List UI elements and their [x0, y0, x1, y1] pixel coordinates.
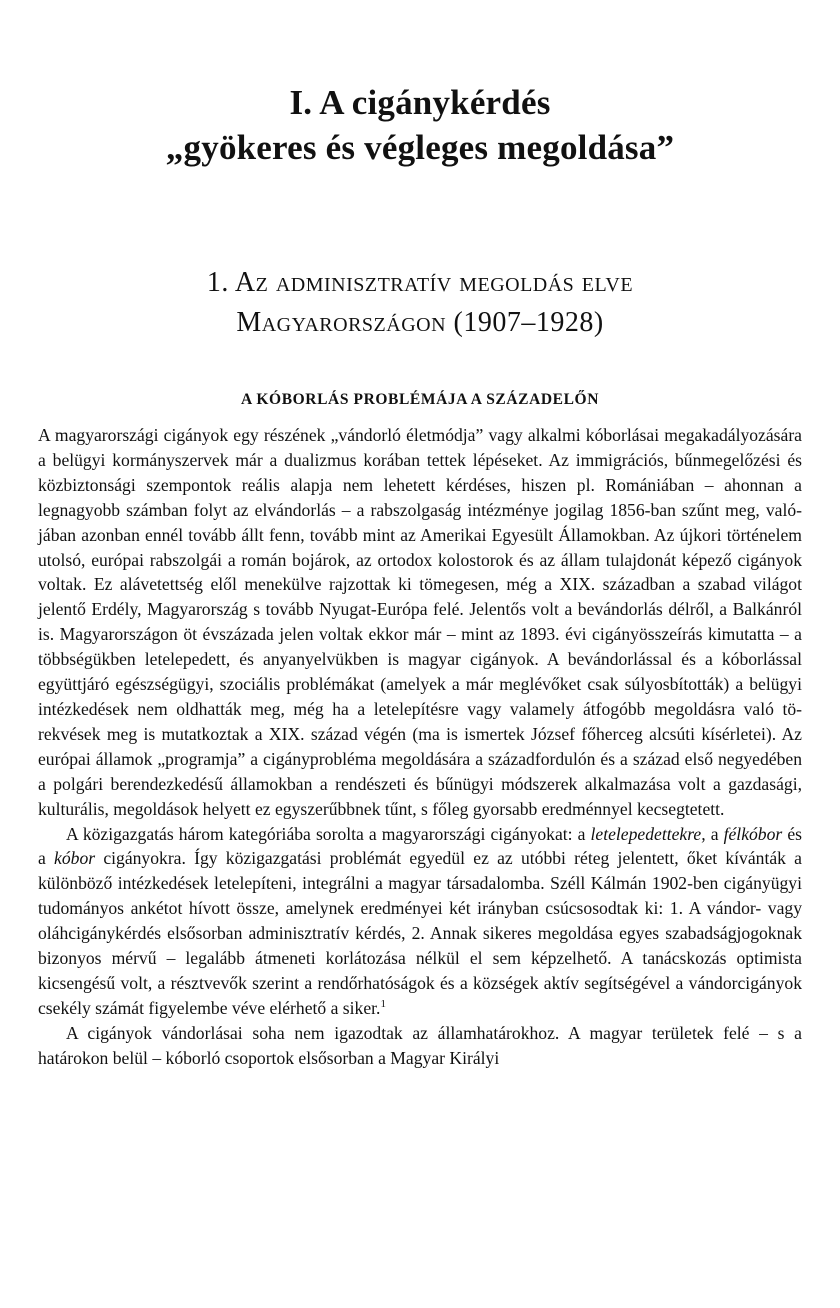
term-felkobor: félkóbor — [723, 823, 783, 844]
body-text — [38, 423, 802, 1071]
section-title-line-2: Magyarországon (1907–1928) — [236, 307, 604, 338]
paragraph-3: A cigányok vándorlásai soha nem igazodtak az államhatárokhoz. A magyar területek felé – s a határokon belül – kóborló csoportok elsősorban a Magyar Királyi — [38, 1022, 802, 1068]
paragraph-2 — [38, 822, 802, 1021]
book-page — [38, 0, 802, 1071]
term-letelepedett: letelepedettekre, — [590, 823, 706, 844]
subsection-title: A KÓBORLÁS PROBLÉMÁJA A SZÁZADELŐN — [240, 391, 600, 408]
term-kobor: kóbor — [54, 848, 96, 869]
paragraph-2-part-d: cigányokra. Így közigazgatási problémát egyedül ez az utóbbi réteg jelentett, őket kívánták a különböző intézkedések letelepíteni, integrálni a magyar társadalomba. Széll Kálmán 1902-ben cigányügyi tudományos ankétot hívott össze, amelynek eredményei két irányban csúcsosodtak ki: 1. A vándor- vagy oláhcigánykérdés elsősorban adminisztratív kérdés, 2. Annak sikeres megoldása egyes szabadságjogoknak bizonyos mérvű – legalább átmeneti korlátozása nélkül el sem képzelhető. A tanácskozás optimista kicsengésű volt, a résztvevők szerint a rendőrhatóságok és a községek aktív segítségével a vándorcigányok csekély számát figyelembe véve elérhető a siker. — [38, 848, 802, 1018]
paragraph-2-part-c: és a — [38, 823, 802, 869]
chapter-title-line-1: I. A cigánykérdés — [289, 83, 551, 122]
footnote-marker[interactable]: 1 — [380, 997, 386, 1010]
paragraph-1: A magyarországi cigányok egy részének „vándorló életmódja” vagy alkalmi kóborlásai megakadályozására a belügyi kormányszervek már a dualizmus korában tettek lépéseket. Az immigrációs, bűnmegelőzési és közbiztonsági szempontok reális alapja nem lehetett kérdéses, hiszen pl. Romániában – ahonnan a legnagyobb számban folyt az elvándorlás – a rabszolgaság intézménye jogilag 1856-ban szűnt meg, valójában azonban ennél tovább állt fenn, tovább mint az Amerikai Egyesült Államokban. Az újkori történelem utolsó, európai rabszolgái a román bojárok, az ortodox kolostorok és az állam tulajdonát képező cigányok voltak. Ez alávetettség elől menekülve rajzottak ki tömegesen, még a XIX. században a szabad világot jelentő Erdély, Magyarország s tovább Nyugat-Európa felé. Jelentős volt a bevándorlás délről, a Balkánról is. Magyarországon öt évszázada jelen voltak ekkor már – mint az 1893. évi cigányösszeírás kimutatta – a többségükben letelepedett, és anyanyelvükben is magyar cigányok. A bevándorlással és a kóborlással együttjáró egészségügyi, szociális problémákat (amelyek a már meglévőket csak súlyosbították) a belügyi intézkedések nem oldhatták meg, még ha a letelepítésre vagy valamely átfogóbb megoldásra való törekvések meg is mutatkoztak a XIX. század végén (ma is ismertek József főherceg alcsúti kísérletei). Az európai államok „programja” a cigányprobléma megoldására a századfordulón és a század első negyedében a polgári berendezkedésű államokban a rendészeti és bűnügyi módszerek alkalmazása volt a gazdasági, kulturális, megoldások helyett ez egyszerűbbnek tűnt, s főleg gyorsabb eredménnyel kecsegtetett. — [38, 425, 802, 819]
section-title — [38, 263, 802, 343]
chapter-title-line-2: „gyökeres és végleges megoldása” — [165, 128, 675, 167]
section-title-line-1: 1. Az adminisztratív megoldás elve — [206, 267, 634, 298]
chapter-title — [38, 0, 802, 170]
paragraph-2-part-b: a — [705, 823, 724, 844]
paragraph-2-part-a: A közigazgatás három kategóriába sorolta a magyarországi cigányokat: a — [66, 823, 591, 844]
